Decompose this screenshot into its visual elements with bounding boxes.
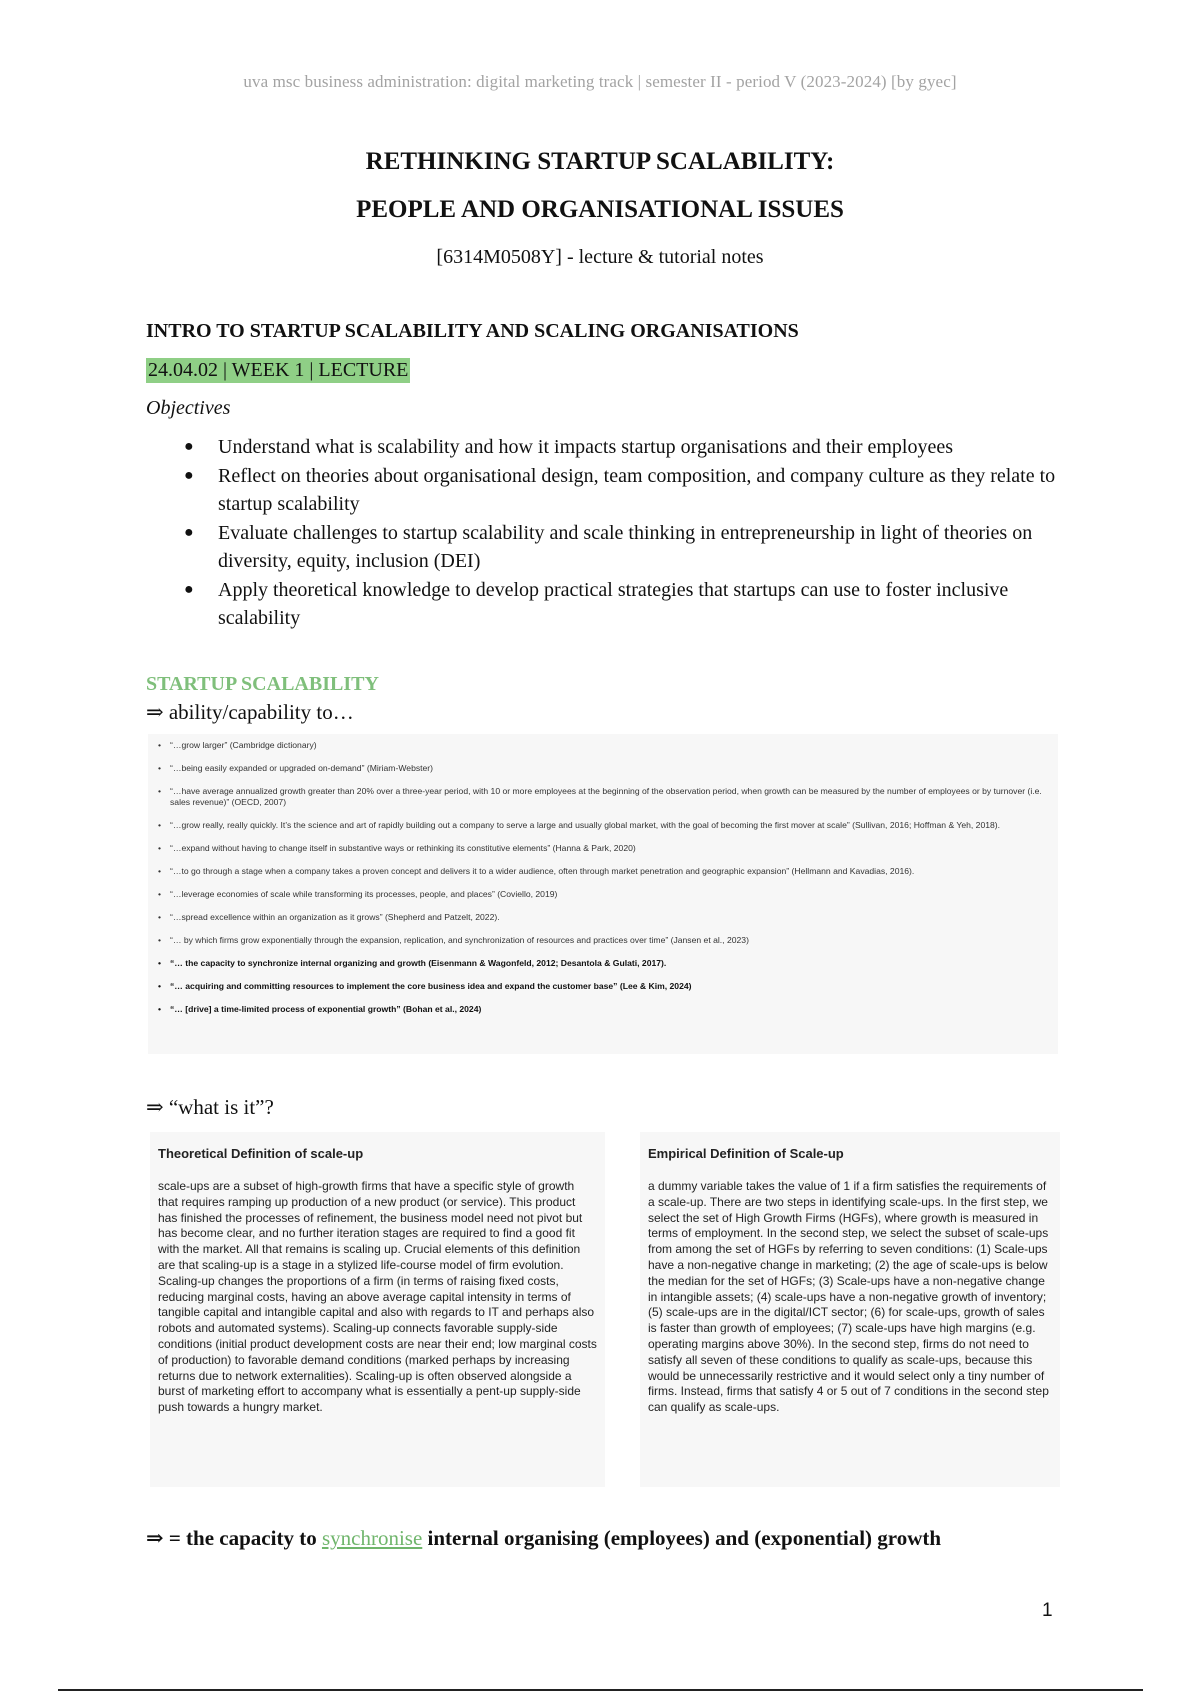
lecture-date-highlight: 24.04.02 | WEEK 1 | LECTURE	[148, 359, 409, 381]
quote-item: • “…to go through a stage when a company takes a proven concept and delivers it to a wider audience, often through market penetration and geographic expansion” (Hellmann and Kavadias, 2016).	[158, 866, 915, 876]
bullet-icon: ●	[184, 524, 194, 541]
bullet-icon: ●	[184, 467, 194, 484]
objective-item: ● Evaluate challenges to startup scalability and scale thinking in entrepreneurship in light of theories on diversity, equity, inclusion (DEI)	[180, 519, 1060, 575]
objectives-label: Objectives	[146, 397, 231, 419]
quote-item: • “…have average annualized growth greater than 20% over a three-year period, with 10 or more employees at the beginning of the observation period, when growth can be measured by the number of employees or by turnover (i.e. sales revenue)” (OECD, 2007)	[158, 786, 1042, 807]
bullet-icon: ●	[184, 581, 194, 598]
objective-item: ● Understand what is scalability and how it impacts startup organisations and their employees	[180, 433, 1060, 461]
definitions-quote-list	[148, 734, 1058, 1054]
quote-item: • “…expand without having to change itself in substantive ways or rethinking its constitutive elements” (Hanna & Park, 2020)	[158, 843, 636, 853]
doc-title-line-1: RETHINKING STARTUP SCALABILITY:	[365, 148, 835, 175]
bullet-icon: ●	[184, 438, 194, 455]
what-is-it-line: ⇒ “what is it”?	[146, 1095, 274, 1119]
theoretical-definition-body: scale-ups are a subset of high-growth firms that have a specific style of growth that requires ramping up production of a new product (or service). This product has finished the processes of refinement, the business model need not pivot but has become clear, and no further iteration stages are required to find a good fit with the market. All that remains is scaling up. Crucial elements of this definition are that scaling-up is a stage in a stylized life-course model of firm evolution. Scaling-up changes the proportions of a firm (in terms of raising fixed costs, reducing marginal costs, having an above average capital intensity in terms of tangible capital and intangible capital and also with regards to IT and perhaps also robots and automated systems). Scaling-up connects favorable supply-side conditions (initial product development costs are near their end; low marginal costs of production) to favorable demand conditions (marked perhaps by increasing returns due to network externalities). Scaling-up is often observed alongside a burst of marketing effort to accompany what is essentially a pent-up supply-side push towards a hungry market.	[158, 1179, 597, 1415]
theoretical-definition-title: Theoretical Definition of scale-up	[158, 1146, 364, 1161]
ability-line: ⇒ ability/capability to…	[146, 700, 354, 724]
section-title: INTRO TO STARTUP SCALABILITY AND SCALING ORGANISATIONS	[146, 320, 799, 342]
theoretical-definition-box	[150, 1132, 605, 1487]
objectives-list	[180, 433, 1060, 633]
page-header: uva msc business administration: digital marketing track | semester II - period V (2023-2024) [by gyec]	[243, 72, 957, 91]
quote-item: • “… by which firms grow exponentially through the expansion, replication, and synchronization of resources and practices over time” (Jansen et al., 2023)	[158, 935, 749, 945]
synchronise-link[interactable]: synchronise	[321, 1526, 423, 1550]
quote-item: • “… acquiring and committing resources to implement the core business idea and expand the customer base” (Lee & Kim, 2024)	[158, 981, 692, 991]
quote-item: • “…grow larger” (Cambridge dictionary)	[158, 740, 317, 750]
quote-item: • “…being easily expanded or upgraded on-demand” (Miriam-Webster)	[158, 763, 434, 773]
objective-item: ● Reflect on theories about organisational design, team composition, and company culture as they relate to startup scalability	[180, 462, 1060, 518]
empirical-definition-title: Empirical Definition of Scale-up	[648, 1146, 844, 1161]
quote-item: • “…leverage economies of scale while transforming its processes, people, and places” (Coviello, 2019)	[158, 889, 558, 899]
doc-subtitle: [6314M0508Y] - lecture & tutorial notes	[436, 246, 764, 268]
quote-item: • “… [drive] a time-limited process of exponential growth” (Bohan et al., 2024)	[158, 1004, 482, 1014]
doc-title-line-2: PEOPLE AND ORGANISATIONAL ISSUES	[356, 196, 844, 223]
quote-item: • “…grow really, really quickly. It’s the science and art of rapidly building out a company to serve a large and usually global market, with the goal of becoming the first mover at scale” (Sullivan, 2016; Hoffman & Yeh, 2018).	[158, 820, 1001, 830]
quote-item: • “… the capacity to synchronize internal organizing and growth (Eisenmann & Wagonfeld, 2012; Desantola & Gulati, 2017).	[158, 958, 667, 968]
footer-rule	[58, 1689, 1143, 1691]
empirical-definition-body: a dummy variable takes the value of 1 if a firm satisfies the requirements of a scale-up. There are two steps in identifying scale-ups. In the first step, we select the set of High Growth Firms (HGFs), where growth is measured in terms of employment. In the second step, we select the subset of scale-ups from among the set of HGFs by referring to seven conditions: (1) Scale-ups have a non-negative change in marketing; (2) the age of scale-ups is below the median for the set of HGFs; (3) Scale-ups have a non-negative change in intangible assets; (4) scale-ups have a non-negative growth of inventory; (5) scale-ups are in the digital/ICT sector; (6) for scale-ups, growth of sales is faster than growth of employees; (7) scale-ups have high margins (e.g. operating margins above 30%). In the second step, firms do not need to satisfy all seven of these conditions to qualify as scale-ups, because this would be unnecessarily restrictive and it would select only a tiny number of firms. Instead, firms that satisfy 4 or 5 out of 7 conditions in the second step can qualify as scale-ups.	[648, 1179, 1049, 1415]
conclusion-line: ⇒ = the capacity to synchronise internal organising (employees) and (exponential) growth	[146, 1526, 942, 1550]
startup-scalability-heading: STARTUP SCALABILITY	[146, 673, 379, 695]
empirical-definition-box	[640, 1132, 1060, 1487]
page-number: 1	[1042, 1600, 1053, 1621]
objective-item: ● Apply theoretical knowledge to develop practical strategies that startups can use to foster inclusive scalability	[180, 576, 1060, 632]
quote-item: • “…spread excellence within an organization as it grows” (Shepherd and Patzelt, 2022).	[158, 912, 500, 922]
